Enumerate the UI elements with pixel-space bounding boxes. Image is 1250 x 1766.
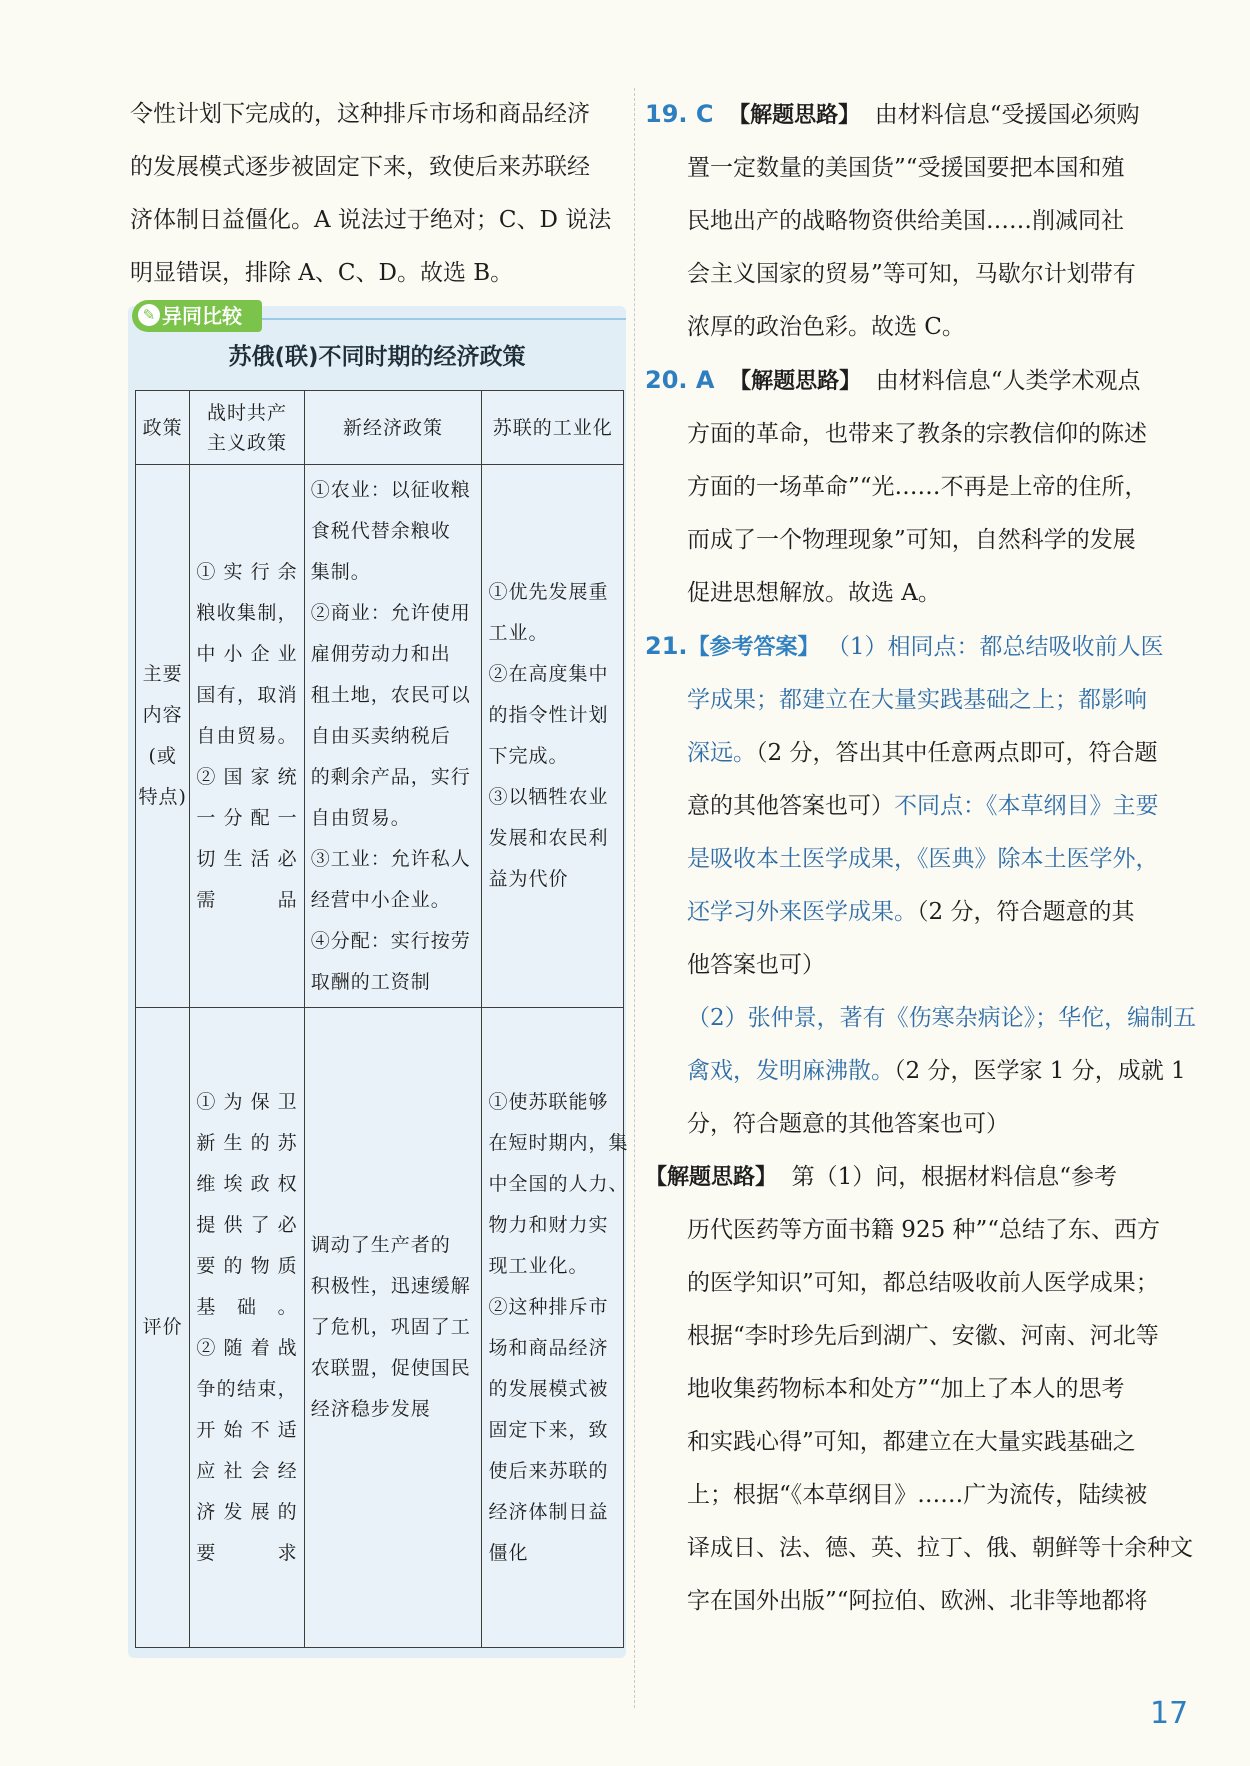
answer-line bbox=[645, 1045, 1200, 1098]
note-text: （2 分，医学家 1 分，成就 1 bbox=[894, 1058, 1186, 1084]
header-nep: 新经济政策 bbox=[304, 391, 482, 465]
cell-line: 取酬的工资制 bbox=[310, 970, 431, 993]
cell-line: 的指令性计划 bbox=[488, 704, 609, 726]
table-row bbox=[136, 1008, 624, 1648]
pen-icon: ✎ bbox=[138, 304, 160, 326]
cell-line: 国有，取消 bbox=[196, 683, 298, 706]
cell-nep-content bbox=[304, 465, 482, 1008]
note-text: （2 分，答出其中任意两点即可，符合题 bbox=[756, 740, 1158, 766]
text-line: 的医学知识”可知，都总结吸收前人医学成果； bbox=[687, 1270, 1159, 1296]
analysis-label: 【解题思路】 bbox=[645, 1165, 778, 1190]
comparison-tag bbox=[132, 300, 262, 332]
cell-line: 物力和财力实 bbox=[488, 1213, 609, 1236]
cell-line: 工业。 bbox=[488, 622, 549, 644]
column-divider bbox=[634, 88, 635, 1708]
header-war-communism: 战时共产 主义政策 bbox=[190, 391, 304, 465]
header-industrialization: 苏联的工业化 bbox=[482, 391, 624, 465]
cell-line: 一分配一 bbox=[196, 806, 298, 829]
text-line: 民地出产的战略物资供给美国……削减同社 bbox=[687, 208, 1124, 234]
answer-19 bbox=[645, 88, 1200, 354]
cell-line: 基础。 bbox=[196, 1295, 298, 1318]
cell-line: ①农业：以征收粮 bbox=[310, 478, 471, 501]
answer-text: 还学习外来医学成果。 bbox=[687, 899, 917, 925]
cell-line: 固定下来，致 bbox=[488, 1418, 609, 1441]
row-label-content bbox=[136, 465, 190, 1008]
cell-line: 主要 bbox=[142, 663, 183, 685]
note-text: 意的其他答案也可） bbox=[687, 793, 894, 819]
cell-line: ③工业：允许私人 bbox=[310, 847, 471, 870]
reference-answer-label: 【参考答案】 bbox=[687, 635, 820, 660]
cell-line: ②这种排斥市 bbox=[488, 1295, 609, 1318]
question-number: 21. bbox=[645, 632, 688, 660]
text-line: 上；根据“《本草纲目》……广为流传，陆续被 bbox=[687, 1482, 1148, 1508]
text-line: 置一定数量的美国货”“受援国要把本国和殖 bbox=[687, 155, 1125, 181]
text-line: 和实践心得”可知，都建立在大量实践基础之 bbox=[687, 1429, 1136, 1455]
text-line: 字在国外出版”“阿拉伯、欧洲、北非等地都将 bbox=[687, 1588, 1148, 1614]
answer-part-2 bbox=[645, 992, 1200, 1151]
cell-nep-evaluation bbox=[304, 1008, 482, 1648]
cell-line: ①为保卫 bbox=[196, 1090, 298, 1113]
text-line: 令性计划下完成的，这种排斥市场和商品经济 bbox=[130, 101, 590, 127]
cell-war-communism-content bbox=[190, 465, 304, 1008]
cell-line: 内容 bbox=[142, 704, 183, 726]
cell-industrialization-content bbox=[482, 465, 624, 1008]
cell-line: 益为代价 bbox=[488, 868, 569, 890]
question-number: 20. A bbox=[645, 366, 715, 394]
answer-line bbox=[645, 1098, 1200, 1151]
page-number: 17 bbox=[1150, 1696, 1189, 1731]
cell-line: 特点) bbox=[138, 786, 187, 808]
cell-line: 要求 bbox=[196, 1541, 298, 1564]
analysis-label: 【解题思路】 bbox=[728, 103, 861, 128]
cell-line: 集制。 bbox=[310, 560, 371, 583]
answer-text: 深远。 bbox=[687, 740, 756, 766]
text-line: 历代医药等方面书籍 925 种”“总结了东、西方 bbox=[687, 1217, 1161, 1243]
table-row bbox=[136, 465, 624, 1008]
cell-line: 现工业化。 bbox=[488, 1254, 589, 1277]
cell-line: 僵化 bbox=[488, 1541, 529, 1564]
cell-line: 经营中小企业。 bbox=[310, 888, 451, 911]
answer-line bbox=[645, 939, 1200, 992]
answer-line bbox=[645, 992, 1200, 1045]
cell-line: ③以牺牲农业 bbox=[488, 786, 609, 808]
cell-line: 食税代替余粮收 bbox=[310, 519, 451, 542]
cell-line: ②在高度集中 bbox=[488, 663, 609, 685]
cell-line: 积极性，迅速缓解 bbox=[310, 1275, 471, 1297]
answer-line bbox=[645, 780, 1200, 833]
text-line: 译成日、法、德、英、拉丁、俄、朝鲜等十余种文 bbox=[687, 1535, 1193, 1561]
answer-line: （1）相同点：都总结吸收前人医 bbox=[826, 634, 1164, 660]
cell-line: 开始不适 bbox=[196, 1418, 298, 1441]
text-line: 浓厚的政治色彩。故选 C。 bbox=[687, 314, 965, 340]
text-line: 明显错误，排除 A、C、D。故选 B。 bbox=[130, 260, 514, 286]
cell-line: ②国家统 bbox=[196, 765, 298, 788]
answer-text: （2）张仲景，著有《伤寒杂病论》；华佗，编制五 bbox=[687, 1005, 1197, 1031]
cell-line: 维埃政权 bbox=[196, 1172, 298, 1195]
cell-line: 自由贸易。 bbox=[310, 806, 411, 829]
cell-line: 租土地，农民可以 bbox=[310, 683, 471, 706]
cell-line: 发展和农民利 bbox=[488, 827, 609, 849]
cell-line: 中全国的人力、 bbox=[488, 1172, 629, 1195]
cell-line: 自由贸易。 bbox=[196, 724, 298, 747]
cell-line: 新生的苏 bbox=[196, 1131, 298, 1154]
cell-line: 了危机，巩固了工 bbox=[310, 1316, 471, 1338]
text-line: 促进思想解放。故选 A。 bbox=[687, 580, 941, 606]
cell-line: (或 bbox=[148, 745, 177, 767]
cell-war-communism-evaluation bbox=[190, 1008, 304, 1648]
cell-line: 自由买卖纳税后 bbox=[310, 724, 451, 747]
comparison-tag-label: 异同比较 bbox=[162, 304, 242, 328]
intro-paragraph bbox=[130, 88, 630, 300]
cell-line: 切生活必 bbox=[196, 847, 298, 870]
cell-line: ④分配：实行按劳 bbox=[310, 929, 471, 952]
cell-line: 雇佣劳动力和出 bbox=[310, 642, 451, 665]
cell-line: 农联盟，促使国民 bbox=[310, 1357, 471, 1379]
cell-line: 要的物质 bbox=[196, 1254, 298, 1277]
table-header-row bbox=[136, 391, 624, 465]
cell-line: ②商业：允许使用 bbox=[310, 601, 471, 624]
text-line: 第（1）问，根据材料信息“参考 bbox=[791, 1164, 1118, 1190]
note-text: （2 分，符合题意的其 bbox=[917, 899, 1135, 925]
text-line: 由材料信息“人类学术观点 bbox=[875, 368, 1141, 394]
cell-line: 调动了生产者的 bbox=[310, 1234, 451, 1256]
text-line: 的发展模式逐步被固定下来，致使后来苏联经 bbox=[130, 154, 590, 180]
answer-20 bbox=[645, 354, 1200, 620]
answer-line bbox=[645, 833, 1200, 886]
cell-line: 评价 bbox=[142, 1316, 183, 1338]
text-line: 由材料信息“受援国必须购 bbox=[874, 102, 1140, 128]
cell-line: 济发展的 bbox=[196, 1500, 298, 1523]
text-line: 会主义国家的贸易”等可知，马歇尔计划带有 bbox=[687, 261, 1136, 287]
note-text: 分，符合题意的其他答案也可） bbox=[687, 1111, 1009, 1137]
answer-text: 学成果；都建立在大量实践基础之上；都影响 bbox=[687, 687, 1147, 713]
cell-line: 经济稳步发展 bbox=[310, 1398, 431, 1420]
cell-line: 的剩余产品，实行 bbox=[310, 765, 471, 788]
cell-line: 场和商品经济 bbox=[488, 1336, 609, 1359]
cell-line: 下完成。 bbox=[488, 745, 569, 767]
cell-line: ①使苏联能够 bbox=[488, 1090, 609, 1113]
cell-line: 经济体制日益 bbox=[488, 1500, 609, 1523]
text-line: 而成了一个物理现象”可知，自然科学的发展 bbox=[687, 527, 1136, 553]
answer-text: 禽戏，发明麻沸散。 bbox=[687, 1058, 894, 1084]
analysis-body bbox=[645, 1204, 1200, 1628]
analysis-label: 【解题思路】 bbox=[729, 369, 862, 394]
text-line: 根据“李时珍先后到湖广、安徽、河南、河北等 bbox=[687, 1323, 1159, 1349]
question-number: 19. C bbox=[645, 100, 714, 128]
answer-line bbox=[645, 727, 1200, 780]
tag-underline bbox=[262, 318, 626, 320]
cell-line: 提供了必 bbox=[196, 1213, 298, 1236]
text-line: 济体制日益僵化。A 说法过于绝对；C、D 说法 bbox=[130, 207, 612, 233]
cell-line: 在短时期内，集 bbox=[488, 1131, 629, 1154]
cell-industrialization-evaluation bbox=[482, 1008, 629, 1648]
answer-21 bbox=[645, 620, 1200, 1628]
cell-line: ①优先发展重 bbox=[488, 581, 609, 603]
answer-text: 是吸收本土医学成果，《医典》除本土医学外， bbox=[687, 846, 1159, 872]
answer-part-1 bbox=[645, 674, 1200, 992]
policy-table bbox=[135, 390, 629, 1648]
note-text: 他答案也可） bbox=[687, 952, 825, 978]
cell-line: ②随着战 bbox=[196, 1336, 298, 1359]
answer-line bbox=[645, 886, 1200, 939]
answer-text: 不同点：《本草纲目》主要 bbox=[894, 793, 1159, 819]
text-line: 地收集药物标本和处方”“加上了本人的思考 bbox=[687, 1376, 1125, 1402]
header-policy: 政策 bbox=[136, 391, 190, 465]
answer-line bbox=[645, 674, 1200, 727]
cell-line: 争的结束， bbox=[196, 1377, 298, 1400]
text-line: 方面的一场革命”“光……不再是上帝的住所， bbox=[687, 474, 1148, 500]
cell-line: 使后来苏联的 bbox=[488, 1459, 609, 1482]
cell-line: 的发展模式被 bbox=[488, 1377, 609, 1400]
cell-line: 应社会经 bbox=[196, 1459, 298, 1482]
row-label-evaluation bbox=[136, 1008, 190, 1648]
text-line: 方面的革命，也带来了教条的宗教信仰的陈述 bbox=[687, 421, 1147, 447]
cell-line: 需品 bbox=[196, 888, 298, 911]
cell-line: 中小企业 bbox=[196, 642, 298, 665]
cell-line: 粮收集制， bbox=[196, 601, 298, 624]
table-title: 苏俄(联)不同时期的经济政策 bbox=[228, 344, 526, 370]
cell-line: ①实行余 bbox=[196, 560, 298, 583]
